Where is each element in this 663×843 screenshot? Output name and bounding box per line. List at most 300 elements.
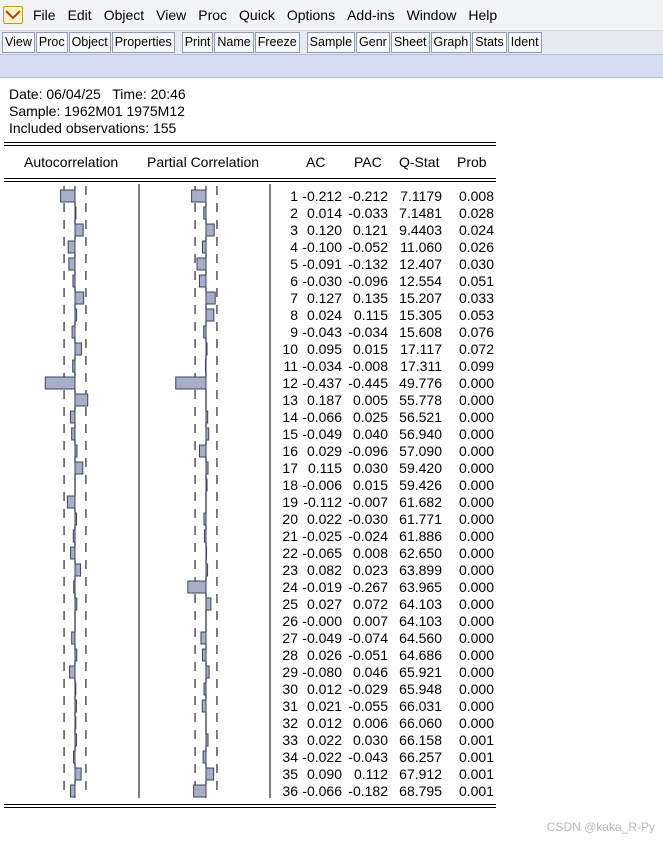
q-stat-cell: 56.940 xyxy=(399,426,442,442)
autocorrelation-bar xyxy=(73,275,75,287)
lag-cell: 9 xyxy=(290,324,298,340)
object-button[interactable]: Object xyxy=(69,32,111,53)
partial-correlation-bar xyxy=(206,564,208,576)
menu-add-ins[interactable]: Add-ins xyxy=(347,6,395,23)
pac-cell: 0.072 xyxy=(352,596,388,612)
table-row xyxy=(274,766,496,783)
q-stat-cell: 15.207 xyxy=(399,290,442,306)
lag-cell: 12 xyxy=(282,375,298,391)
prob-cell: 0.000 xyxy=(458,579,494,595)
prob-cell: 0.024 xyxy=(458,222,494,238)
prob-cell: 0.000 xyxy=(458,562,494,578)
q-stat-cell: 62.650 xyxy=(399,545,442,561)
ac-cell: -0.437 xyxy=(302,375,342,391)
q-stat-cell: 17.117 xyxy=(400,341,442,357)
lag-cell: 7 xyxy=(290,290,298,306)
prob-cell: 0.008 xyxy=(458,188,494,204)
table-row xyxy=(274,783,496,800)
header-autocorrelation: Autocorrelation xyxy=(24,154,119,170)
table-row xyxy=(274,239,496,256)
lag-cell: 19 xyxy=(282,494,298,510)
prob-cell: 0.000 xyxy=(458,545,494,561)
ac-cell: -0.049 xyxy=(302,630,342,646)
ac-cell: -0.034 xyxy=(302,358,342,374)
lag-cell: 2 xyxy=(290,205,298,221)
menu-bar xyxy=(0,0,663,31)
table-row xyxy=(274,477,496,494)
partial-correlation-bar xyxy=(206,224,214,236)
q-stat-cell: 66.031 xyxy=(399,698,442,714)
watermark: CSDN @kaka_R-Py xyxy=(546,820,655,834)
table-row xyxy=(274,579,496,596)
prob-cell: 0.000 xyxy=(458,426,494,442)
autocorrelation-bar xyxy=(75,292,84,304)
pac-cell: -0.182 xyxy=(348,783,388,799)
prob-cell: 0.072 xyxy=(458,341,494,357)
ac-cell: -0.000 xyxy=(302,613,342,629)
ac-cell: 0.029 xyxy=(306,443,342,459)
pac-cell: -0.007 xyxy=(348,494,388,510)
autocorrelation-bar xyxy=(75,207,76,219)
q-stat-cell: 7.1481 xyxy=(399,205,442,221)
q-stat-cell: 57.090 xyxy=(399,443,442,459)
autocorrelation-bar xyxy=(61,190,75,202)
ac-cell: -0.066 xyxy=(302,783,342,799)
prob-cell: 0.000 xyxy=(458,409,494,425)
q-stat-cell: 61.682 xyxy=(399,494,442,510)
table-row xyxy=(274,494,496,511)
menu-file[interactable]: File xyxy=(33,6,56,23)
autocorrelation-bar xyxy=(71,411,75,423)
autocorrelation-bar xyxy=(75,717,76,729)
lag-cell: 21 xyxy=(282,528,298,544)
pac-cell: 0.023 xyxy=(352,562,388,578)
ac-cell: -0.043 xyxy=(302,324,342,340)
ident-button[interactable]: Ident xyxy=(508,32,542,53)
lag-cell: 29 xyxy=(282,664,298,680)
header-partial-correlation: Partial Correlation xyxy=(147,154,260,170)
pac-cell: 0.030 xyxy=(352,732,388,748)
autocorrelation-bar xyxy=(74,751,75,763)
prob-cell: 0.000 xyxy=(458,681,494,697)
lag-cell: 33 xyxy=(282,732,298,748)
eviews-app-icon[interactable] xyxy=(3,6,23,24)
lag-cell: 22 xyxy=(282,545,298,561)
partial-correlation-bar xyxy=(206,343,207,355)
table-row xyxy=(274,596,496,613)
prob-cell: 0.000 xyxy=(458,443,494,459)
q-stat-cell: 66.257 xyxy=(399,749,442,765)
q-stat-cell: 7.1179 xyxy=(400,188,442,204)
prob-cell: 0.000 xyxy=(458,528,494,544)
prob-cell: 0.051 xyxy=(458,273,494,289)
lag-cell: 27 xyxy=(282,630,298,646)
lag-cell: 15 xyxy=(282,426,298,442)
table-row xyxy=(274,426,496,443)
menu-object[interactable]: Object xyxy=(103,6,145,23)
partial-correlation-bar xyxy=(205,360,206,372)
partial-correlation-bar xyxy=(202,700,206,712)
pac-cell: -0.267 xyxy=(348,579,388,595)
q-stat-cell: 63.899 xyxy=(399,562,442,578)
ac-cell: 0.021 xyxy=(306,698,342,714)
autocorrelation-bar xyxy=(75,513,76,525)
pac-cell: -0.033 xyxy=(348,205,388,221)
view-button[interactable]: View xyxy=(2,32,35,53)
table-row xyxy=(274,307,496,324)
q-stat-cell: 17.311 xyxy=(400,358,442,374)
pac-cell: 0.115 xyxy=(354,307,388,323)
partial-correlation-bar xyxy=(206,734,208,746)
ac-cell: -0.019 xyxy=(302,579,342,595)
menu-edit[interactable]: Edit xyxy=(67,6,92,23)
partial-correlation-bar xyxy=(204,683,206,695)
table-row xyxy=(274,290,496,307)
lag-cell: 3 xyxy=(290,222,298,238)
table-row xyxy=(274,443,496,460)
graph-button[interactable]: Graph xyxy=(431,32,472,53)
autocorrelation-bar xyxy=(74,581,75,593)
prob-cell: 0.001 xyxy=(458,766,494,782)
ac-cell: -0.091 xyxy=(302,256,342,272)
lag-cell: 16 xyxy=(282,443,298,459)
partial-correlation-bar xyxy=(206,462,208,474)
prob-cell: 0.053 xyxy=(458,307,494,323)
table-row xyxy=(274,222,496,239)
q-stat-cell: 11.060 xyxy=(400,239,442,255)
pac-cell: -0.096 xyxy=(348,273,388,289)
partial-correlation-bar xyxy=(206,411,208,423)
autocorrelation-bar xyxy=(45,377,75,389)
lag-cell: 26 xyxy=(282,613,298,629)
autocorrelation-bar xyxy=(71,547,75,559)
partial-correlation-bar xyxy=(199,445,206,457)
table-row xyxy=(274,698,496,715)
q-stat-cell: 61.886 xyxy=(399,528,442,544)
ac-cell: 0.187 xyxy=(306,392,342,408)
prob-cell: 0.026 xyxy=(458,239,494,255)
autocorrelation-bar xyxy=(71,785,75,797)
ac-cell: -0.065 xyxy=(302,545,342,561)
partial-correlation-bar xyxy=(206,768,214,780)
pac-cell: -0.132 xyxy=(348,256,388,272)
ac-cell: 0.012 xyxy=(306,681,342,697)
object-status-band xyxy=(0,55,663,78)
pac-cell: 0.015 xyxy=(352,477,388,493)
ac-cell: 0.012 xyxy=(306,715,342,731)
output-header xyxy=(9,86,186,137)
pac-cell: 0.005 xyxy=(352,392,388,408)
ac-cell: 0.090 xyxy=(306,766,342,782)
q-stat-cell: 64.103 xyxy=(399,613,442,629)
ac-cell: 0.024 xyxy=(306,307,342,323)
lag-cell: 8 xyxy=(290,307,298,323)
menu-help[interactable]: Help xyxy=(468,6,498,23)
lag-cell: 25 xyxy=(282,596,298,612)
pac-cell: 0.121 xyxy=(352,222,388,238)
ac-cell: 0.120 xyxy=(306,222,342,238)
ac-cell: 0.095 xyxy=(306,341,342,357)
autocorrelation-bar xyxy=(75,343,81,355)
lag-cell: 24 xyxy=(282,579,298,595)
partial-correlation-bar xyxy=(206,309,214,321)
autocorrelation-bar xyxy=(75,224,83,236)
autocorrelation-bar xyxy=(75,309,77,321)
q-stat-cell: 64.686 xyxy=(399,647,442,663)
menu-options[interactable]: Options xyxy=(286,6,336,23)
q-stat-cell: 59.426 xyxy=(399,477,442,493)
q-stat-cell: 67.912 xyxy=(399,766,442,782)
partial-correlation-bar xyxy=(201,632,206,644)
genr-button[interactable]: Genr xyxy=(356,32,390,53)
q-stat-cell: 61.771 xyxy=(399,511,442,527)
pac-cell: 0.046 xyxy=(352,664,388,680)
table-row xyxy=(274,324,496,341)
stats-button[interactable]: Stats xyxy=(472,32,507,53)
prob-cell: 0.001 xyxy=(458,749,494,765)
q-stat-cell: 68.795 xyxy=(399,783,442,799)
ac-cell: 0.022 xyxy=(306,511,342,527)
table-row xyxy=(274,715,496,732)
prob-cell: 0.000 xyxy=(458,494,494,510)
autocorrelation-bar xyxy=(72,632,75,644)
table-row xyxy=(274,409,496,426)
q-stat-cell: 55.778 xyxy=(399,392,442,408)
autocorrelation-bar xyxy=(75,734,76,746)
lag-cell: 32 xyxy=(282,715,298,731)
autocorrelation-bar xyxy=(73,530,75,542)
ac-cell: -0.030 xyxy=(302,273,342,289)
lag-cell: 36 xyxy=(282,783,298,799)
table-row xyxy=(274,562,496,579)
autocorrelation-bar xyxy=(75,564,81,576)
table-row xyxy=(274,613,496,630)
lag-cell: 35 xyxy=(282,766,298,782)
properties-button[interactable]: Properties xyxy=(112,32,175,53)
table-row xyxy=(274,664,496,681)
ac-cell: -0.006 xyxy=(302,477,342,493)
ac-cell: 0.127 xyxy=(306,290,342,306)
pac-cell: 0.040 xyxy=(352,426,388,442)
pac-cell: 0.006 xyxy=(352,715,388,731)
autocorrelation-bar xyxy=(75,768,81,780)
lag-cell: 23 xyxy=(282,562,298,578)
header-prob: Prob xyxy=(457,154,487,170)
table-row xyxy=(274,647,496,664)
lag-cell: 34 xyxy=(282,749,298,765)
prob-cell: 0.033 xyxy=(458,290,494,306)
prob-cell: 0.000 xyxy=(458,392,494,408)
prob-cell: 0.000 xyxy=(458,715,494,731)
partial-correlation-bar xyxy=(203,649,206,661)
name-button[interactable]: Name xyxy=(214,32,253,53)
sheet-button[interactable]: Sheet xyxy=(391,32,430,53)
ac-cell: -0.025 xyxy=(302,528,342,544)
lag-cell: 4 xyxy=(290,239,298,255)
pac-cell: 0.112 xyxy=(354,766,388,782)
autocorrelation-bar xyxy=(75,598,77,610)
prob-cell: 0.028 xyxy=(458,205,494,221)
ac-cell: -0.049 xyxy=(302,426,342,442)
pac-cell: -0.096 xyxy=(348,443,388,459)
lag-cell: 10 xyxy=(282,341,298,357)
partial-correlation-bar xyxy=(176,377,206,389)
table-row xyxy=(274,732,496,749)
sample-line: Sample: 1962M01 1975M12 xyxy=(9,103,185,119)
q-stat-cell: 15.305 xyxy=(399,307,442,323)
pac-cell: -0.055 xyxy=(348,698,388,714)
q-stat-cell: 65.948 xyxy=(399,681,442,697)
prob-cell: 0.000 xyxy=(458,647,494,663)
pac-cell: -0.034 xyxy=(348,324,388,340)
table-row xyxy=(274,256,496,273)
table-row xyxy=(274,273,496,290)
autocorrelation-bar xyxy=(75,683,76,695)
table-row xyxy=(274,358,496,375)
q-stat-cell: 9.4403 xyxy=(399,222,442,238)
autocorrelation-bar xyxy=(75,649,77,661)
table-row xyxy=(274,341,496,358)
pac-cell: -0.074 xyxy=(348,630,388,646)
ac-cell: 0.115 xyxy=(308,460,342,476)
q-stat-cell: 64.103 xyxy=(399,596,442,612)
table-row xyxy=(274,375,496,392)
partial-correlation-bar xyxy=(192,190,206,202)
table-row xyxy=(274,528,496,545)
autocorrelation-bar xyxy=(72,326,75,338)
partial-correlation-bar xyxy=(206,666,209,678)
ac-cell: 0.014 xyxy=(306,205,342,221)
autocorrelation-bar xyxy=(68,241,75,253)
prob-cell: 0.030 xyxy=(458,256,494,272)
table-row xyxy=(274,749,496,766)
ac-cell: -0.212 xyxy=(302,188,342,204)
prob-cell: 0.000 xyxy=(458,698,494,714)
ac-cell: 0.022 xyxy=(306,732,342,748)
lag-cell: 1 xyxy=(290,188,298,204)
prob-cell: 0.000 xyxy=(458,613,494,629)
ac-cell: -0.066 xyxy=(302,409,342,425)
partial-correlation-bar xyxy=(194,785,206,797)
prob-cell: 0.000 xyxy=(458,596,494,612)
q-stat-cell: 64.560 xyxy=(399,630,442,646)
print-button[interactable]: Print xyxy=(182,32,214,53)
ac-cell: 0.026 xyxy=(306,647,342,663)
header-q-stat: Q-Stat xyxy=(399,154,440,170)
pac-cell: 0.025 xyxy=(352,409,388,425)
table-row xyxy=(274,681,496,698)
menu-view[interactable]: View xyxy=(156,6,187,23)
partial-correlation-bar xyxy=(206,479,207,491)
prob-cell: 0.000 xyxy=(458,460,494,476)
q-stat-cell: 49.776 xyxy=(399,375,442,391)
partial-correlation-bar xyxy=(206,547,207,559)
partial-correlation-bar xyxy=(204,326,206,338)
sample-button[interactable]: Sample xyxy=(307,32,355,53)
proc-button[interactable]: Proc xyxy=(36,32,68,53)
q-stat-cell: 56.521 xyxy=(399,409,442,425)
observations-line: Included observations: 155 xyxy=(9,120,177,136)
autocorrelation-bar xyxy=(70,666,75,678)
autocorrelation-bar xyxy=(73,360,75,372)
object-toolbar xyxy=(0,31,663,55)
partial-correlation-bar xyxy=(206,292,215,304)
prob-cell: 0.000 xyxy=(458,664,494,680)
q-stat-cell: 66.060 xyxy=(399,715,442,731)
prob-cell: 0.000 xyxy=(458,375,494,391)
prob-cell: 0.000 xyxy=(458,511,494,527)
header-ac: AC xyxy=(306,154,326,170)
ac-cell: -0.100 xyxy=(302,239,342,255)
pac-cell: 0.015 xyxy=(352,341,388,357)
partial-correlation-bar xyxy=(204,207,206,219)
menu-proc[interactable]: Proc xyxy=(198,6,228,23)
lag-cell: 5 xyxy=(290,256,298,272)
autocorrelation-bar xyxy=(75,700,76,712)
menu-window[interactable]: Window xyxy=(406,6,457,23)
prob-cell: 0.099 xyxy=(458,358,494,374)
q-stat-cell: 59.420 xyxy=(399,460,442,476)
date-time-line: Date: 06/04/25 Time: 20:46 xyxy=(9,86,186,102)
prob-cell: 0.000 xyxy=(458,630,494,646)
lag-cell: 13 xyxy=(282,392,298,408)
lag-cell: 28 xyxy=(282,647,298,663)
partial-correlation-bar xyxy=(206,598,211,610)
partial-correlation-bar xyxy=(202,241,206,253)
q-stat-cell: 66.158 xyxy=(399,732,442,748)
ac-cell: -0.022 xyxy=(302,749,342,765)
table-row xyxy=(274,511,496,528)
freeze-button[interactable]: Freeze xyxy=(255,32,300,53)
pac-cell: -0.052 xyxy=(348,239,388,255)
q-stat-cell: 12.554 xyxy=(399,273,442,289)
lag-cell: 14 xyxy=(282,409,298,425)
lag-cell: 6 xyxy=(290,273,298,289)
header-pac: PAC xyxy=(354,154,382,170)
table-bottom-rule-1 xyxy=(4,804,496,805)
q-stat-cell: 15.608 xyxy=(399,324,442,340)
autocorrelation-bar xyxy=(75,462,83,474)
partial-correlation-bar xyxy=(204,530,206,542)
lag-cell: 20 xyxy=(282,511,298,527)
partial-correlation-bar xyxy=(204,513,206,525)
menu-quick[interactable]: Quick xyxy=(239,6,275,23)
autocorrelation-bar xyxy=(75,445,77,457)
pac-cell: -0.008 xyxy=(348,358,388,374)
table-row xyxy=(274,545,496,562)
partial-correlation-bar xyxy=(203,751,206,763)
table-row xyxy=(274,205,496,222)
lag-cell: 17 xyxy=(282,460,298,476)
prob-cell: 0.076 xyxy=(458,324,494,340)
prob-cell: 0.000 xyxy=(458,477,494,493)
lag-cell: 31 xyxy=(282,698,298,714)
pac-cell: 0.007 xyxy=(352,613,388,629)
table-row xyxy=(274,630,496,647)
autocorrelation-bar xyxy=(72,428,75,440)
pac-cell: -0.030 xyxy=(348,511,388,527)
table-row xyxy=(274,392,496,409)
pac-cell: -0.445 xyxy=(348,375,388,391)
partial-correlation-bar xyxy=(197,258,206,270)
partial-correlation-bar xyxy=(206,428,209,440)
prob-cell: 0.001 xyxy=(458,783,494,799)
partial-correlation-bar xyxy=(188,581,206,593)
pac-cell: 0.135 xyxy=(352,290,388,306)
pac-cell: 0.008 xyxy=(352,545,388,561)
q-stat-cell: 65.921 xyxy=(399,664,442,680)
table-row xyxy=(274,460,496,477)
